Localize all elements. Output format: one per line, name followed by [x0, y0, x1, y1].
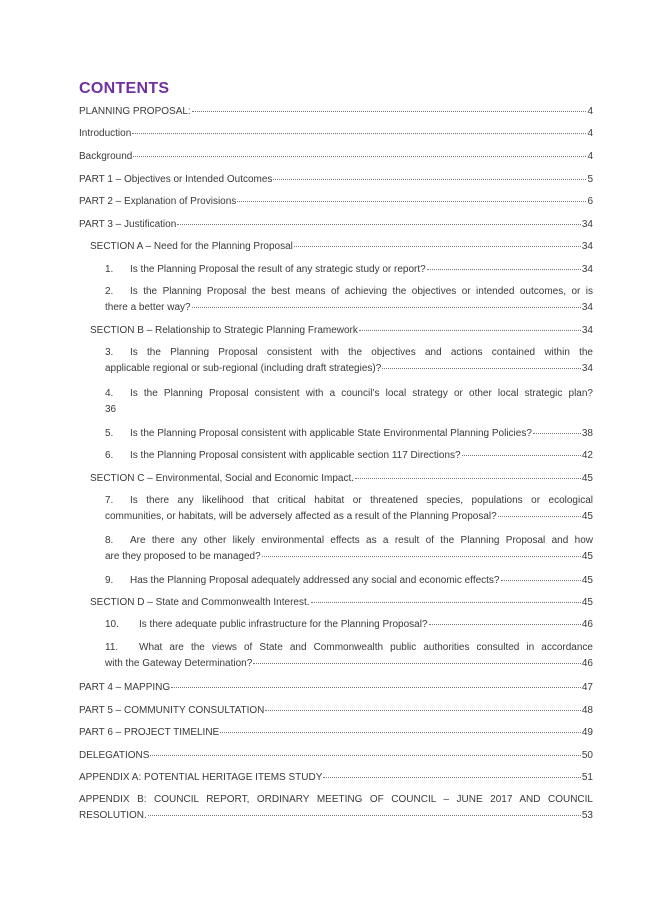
dot-leader — [323, 777, 580, 778]
toc-page-number: 46 — [581, 619, 593, 630]
toc-entry-section-b[interactable] — [90, 323, 593, 339]
toc-entry-appendix-a[interactable] — [79, 770, 593, 786]
toc-entry-title: Are there any other likely environmental effects as a result of the Planning Proposal and how — [130, 535, 593, 546]
toc-page-number: 49 — [581, 727, 593, 738]
toc-item-number: 4. — [105, 388, 114, 399]
toc-entry-title-cont: RESOLUTION. — [79, 810, 147, 821]
toc-entry-introduction[interactable] — [79, 126, 593, 142]
toc-entry-title: PART 5 – COMMUNITY CONSULTATION — [79, 705, 265, 716]
toc-entry-title: What are the views of State and Commonwealth public authorities consulted in accordance — [139, 642, 593, 653]
toc-page-number: 46 — [581, 658, 593, 669]
toc-entry-title: Is there adequate public infrastructure for the Planning Proposal? — [139, 619, 428, 630]
toc-item-number: 10. — [105, 619, 119, 630]
toc-entry-part-5[interactable] — [79, 703, 593, 719]
toc-entry-title: PART 3 – Justification — [79, 219, 177, 230]
toc-entry-part-1[interactable] — [79, 172, 593, 188]
toc-page-number: 4 — [587, 106, 593, 117]
toc-page-number: 45 — [581, 597, 593, 608]
dot-leader — [192, 111, 587, 112]
toc-page-number: 50 — [581, 750, 593, 761]
toc-entry-title-cont: there a better way? — [105, 302, 191, 313]
dot-leader — [427, 269, 581, 270]
toc-page-number: 45 — [581, 511, 593, 522]
toc-page-number: 48 — [581, 705, 593, 716]
toc-entry-question-5[interactable] — [105, 426, 593, 442]
toc-entry-title: Introduction — [79, 128, 132, 139]
toc-page-number: 51 — [581, 772, 593, 783]
dot-leader — [220, 732, 581, 733]
toc-entry-title-cont: applicable regional or sub-regional (including draft strategies)? — [105, 363, 382, 374]
toc-item-number: 8. — [105, 535, 114, 546]
toc-page-number: 42 — [581, 450, 593, 461]
dot-leader — [273, 179, 586, 180]
toc-entry-title: PART 1 – Objectives or Intended Outcomes — [79, 174, 273, 185]
dot-leader — [177, 224, 581, 225]
toc-page-number: 34 — [581, 325, 593, 336]
toc-page-number: 34 — [581, 363, 593, 374]
toc-entry-title: PART 4 – MAPPING — [79, 682, 171, 693]
dot-leader — [498, 516, 581, 517]
toc-entry-title: Is there any likelihood that critical habitat or threatened species, populations or ecological — [130, 495, 593, 506]
toc-page-number: 4 — [587, 151, 593, 162]
toc-entry-part-6[interactable] — [79, 725, 593, 741]
toc-entry-question-3[interactable] — [105, 345, 593, 377]
toc-page-number: 45 — [581, 473, 593, 484]
dot-leader — [237, 201, 586, 202]
toc-entry-question-7[interactable] — [105, 493, 593, 525]
dot-leader — [262, 556, 581, 557]
dot-leader — [501, 580, 581, 581]
toc-entry-title: Is the Planning Proposal consistent with applicable section 117 Directions? — [130, 450, 461, 461]
toc-entry-title: SECTION C – Environmental, Social and Economic Impact. — [90, 473, 354, 484]
toc-item-number: 2. — [105, 286, 114, 297]
toc-item-number: 6. — [105, 450, 114, 461]
toc-entry-title: SECTION D – State and Commonwealth Interest. — [90, 597, 310, 608]
toc-entry-appendix-b[interactable] — [79, 792, 593, 824]
toc-entry-title: Is the Planning Proposal consistent with applicable State Environmental Planning Policies? — [130, 428, 532, 439]
toc-entry-title-cont: are they proposed to be managed? — [105, 551, 261, 562]
toc-page-number: 47 — [581, 682, 593, 693]
toc-page-number: 45 — [581, 575, 593, 586]
toc-page-number: 34 — [581, 302, 593, 313]
dot-leader — [359, 330, 581, 331]
toc-item-number: 11. — [105, 642, 119, 653]
toc-entry-title: DELEGATIONS — [79, 750, 150, 761]
toc-entry-title: APPENDIX B: COUNCIL REPORT, ORDINARY MEETING OF COUNCIL – JUNE 2017 AND COUNCIL — [79, 794, 593, 805]
toc-entry-title: Background — [79, 151, 133, 162]
toc-page-number: 53 — [581, 810, 593, 821]
dot-leader — [462, 455, 581, 456]
toc-entry-question-11[interactable] — [105, 640, 593, 672]
toc-item-number: 3. — [105, 347, 114, 358]
toc-entry-question-10[interactable] — [105, 617, 593, 633]
dot-leader — [382, 368, 581, 369]
dot-leader — [265, 710, 580, 711]
toc-item-number: 7. — [105, 495, 114, 506]
dot-leader — [150, 755, 580, 756]
toc-page-number: 34 — [581, 241, 593, 252]
dot-leader — [294, 246, 581, 247]
toc-entry-section-a[interactable] — [90, 239, 593, 255]
toc-entry-question-6[interactable] — [105, 448, 593, 464]
toc-page-number: 36 — [105, 404, 117, 415]
toc-entry-planning-proposal[interactable] — [79, 104, 593, 120]
toc-entry-question-8[interactable] — [105, 533, 593, 565]
toc-entry-question-9[interactable] — [105, 573, 593, 589]
toc-page-number: 45 — [581, 551, 593, 562]
dot-leader — [533, 433, 581, 434]
toc-entry-title: SECTION A – Need for the Planning Proposal — [90, 241, 293, 252]
toc-page-number: 4 — [587, 128, 593, 139]
toc-entry-title-cont: communities, or habitats, will be adversely affected as a result of the Planning Proposal? — [105, 511, 497, 522]
toc-entry-title: Is the Planning Proposal the result of any strategic study or report? — [130, 264, 426, 275]
toc-page-number: 34 — [581, 219, 593, 230]
dot-leader — [311, 602, 581, 603]
dot-leader — [171, 687, 581, 688]
dot-leader — [253, 663, 581, 664]
toc-entry-background[interactable] — [79, 149, 593, 165]
toc-entry-question-4[interactable] — [105, 386, 593, 418]
toc-entry-section-d[interactable] — [90, 595, 593, 611]
dot-leader — [133, 156, 586, 157]
toc-entry-section-c[interactable] — [90, 471, 593, 487]
toc-entry-part-2[interactable] — [79, 194, 593, 210]
toc-entry-delegations[interactable] — [79, 748, 593, 764]
page-title: CONTENTS — [79, 80, 170, 97]
toc-entry-part-3[interactable] — [79, 217, 593, 233]
toc-entry-part-4[interactable] — [79, 680, 593, 696]
toc-entry-title: Is the Planning Proposal consistent with the objectives and actions contained within the — [130, 347, 593, 358]
toc-entry-title: Is the Planning Proposal the best means of achieving the objectives or intended outcomes, or is — [130, 286, 593, 297]
toc-entry-title-cont: with the Gateway Determination? — [105, 658, 253, 669]
dot-leader — [355, 478, 581, 479]
toc-entry-title: PART 6 – PROJECT TIMELINE — [79, 727, 220, 738]
toc-entry-title: PLANNING PROPOSAL: — [79, 106, 191, 117]
toc-entry-title: APPENDIX A: POTENTIAL HERITAGE ITEMS STUDY — [79, 772, 323, 783]
toc-page-number: 6 — [587, 196, 593, 207]
toc-page-number: 34 — [581, 264, 593, 275]
toc-item-number: 5. — [105, 428, 114, 439]
toc-entry-question-2[interactable] — [105, 284, 593, 316]
toc-item-number: 9. — [105, 575, 114, 586]
dot-leader — [429, 624, 581, 625]
toc-item-number: 1. — [105, 264, 114, 275]
dot-leader — [148, 815, 581, 816]
toc-entry-title: Is the Planning Proposal consistent with a council’s local strategy or other local strategic plan? — [130, 388, 593, 399]
toc-entry-title: SECTION B – Relationship to Strategic Planning Framework — [90, 325, 358, 336]
toc-page-number: 5 — [587, 174, 593, 185]
dot-leader — [192, 307, 581, 308]
dot-leader — [132, 133, 586, 134]
toc-entry-question-1[interactable] — [105, 262, 593, 278]
toc-entry-title: Has the Planning Proposal adequately addressed any social and economic effects? — [130, 575, 500, 586]
toc-entry-title: PART 2 – Explanation of Provisions — [79, 196, 237, 207]
toc-page-number: 38 — [581, 428, 593, 439]
